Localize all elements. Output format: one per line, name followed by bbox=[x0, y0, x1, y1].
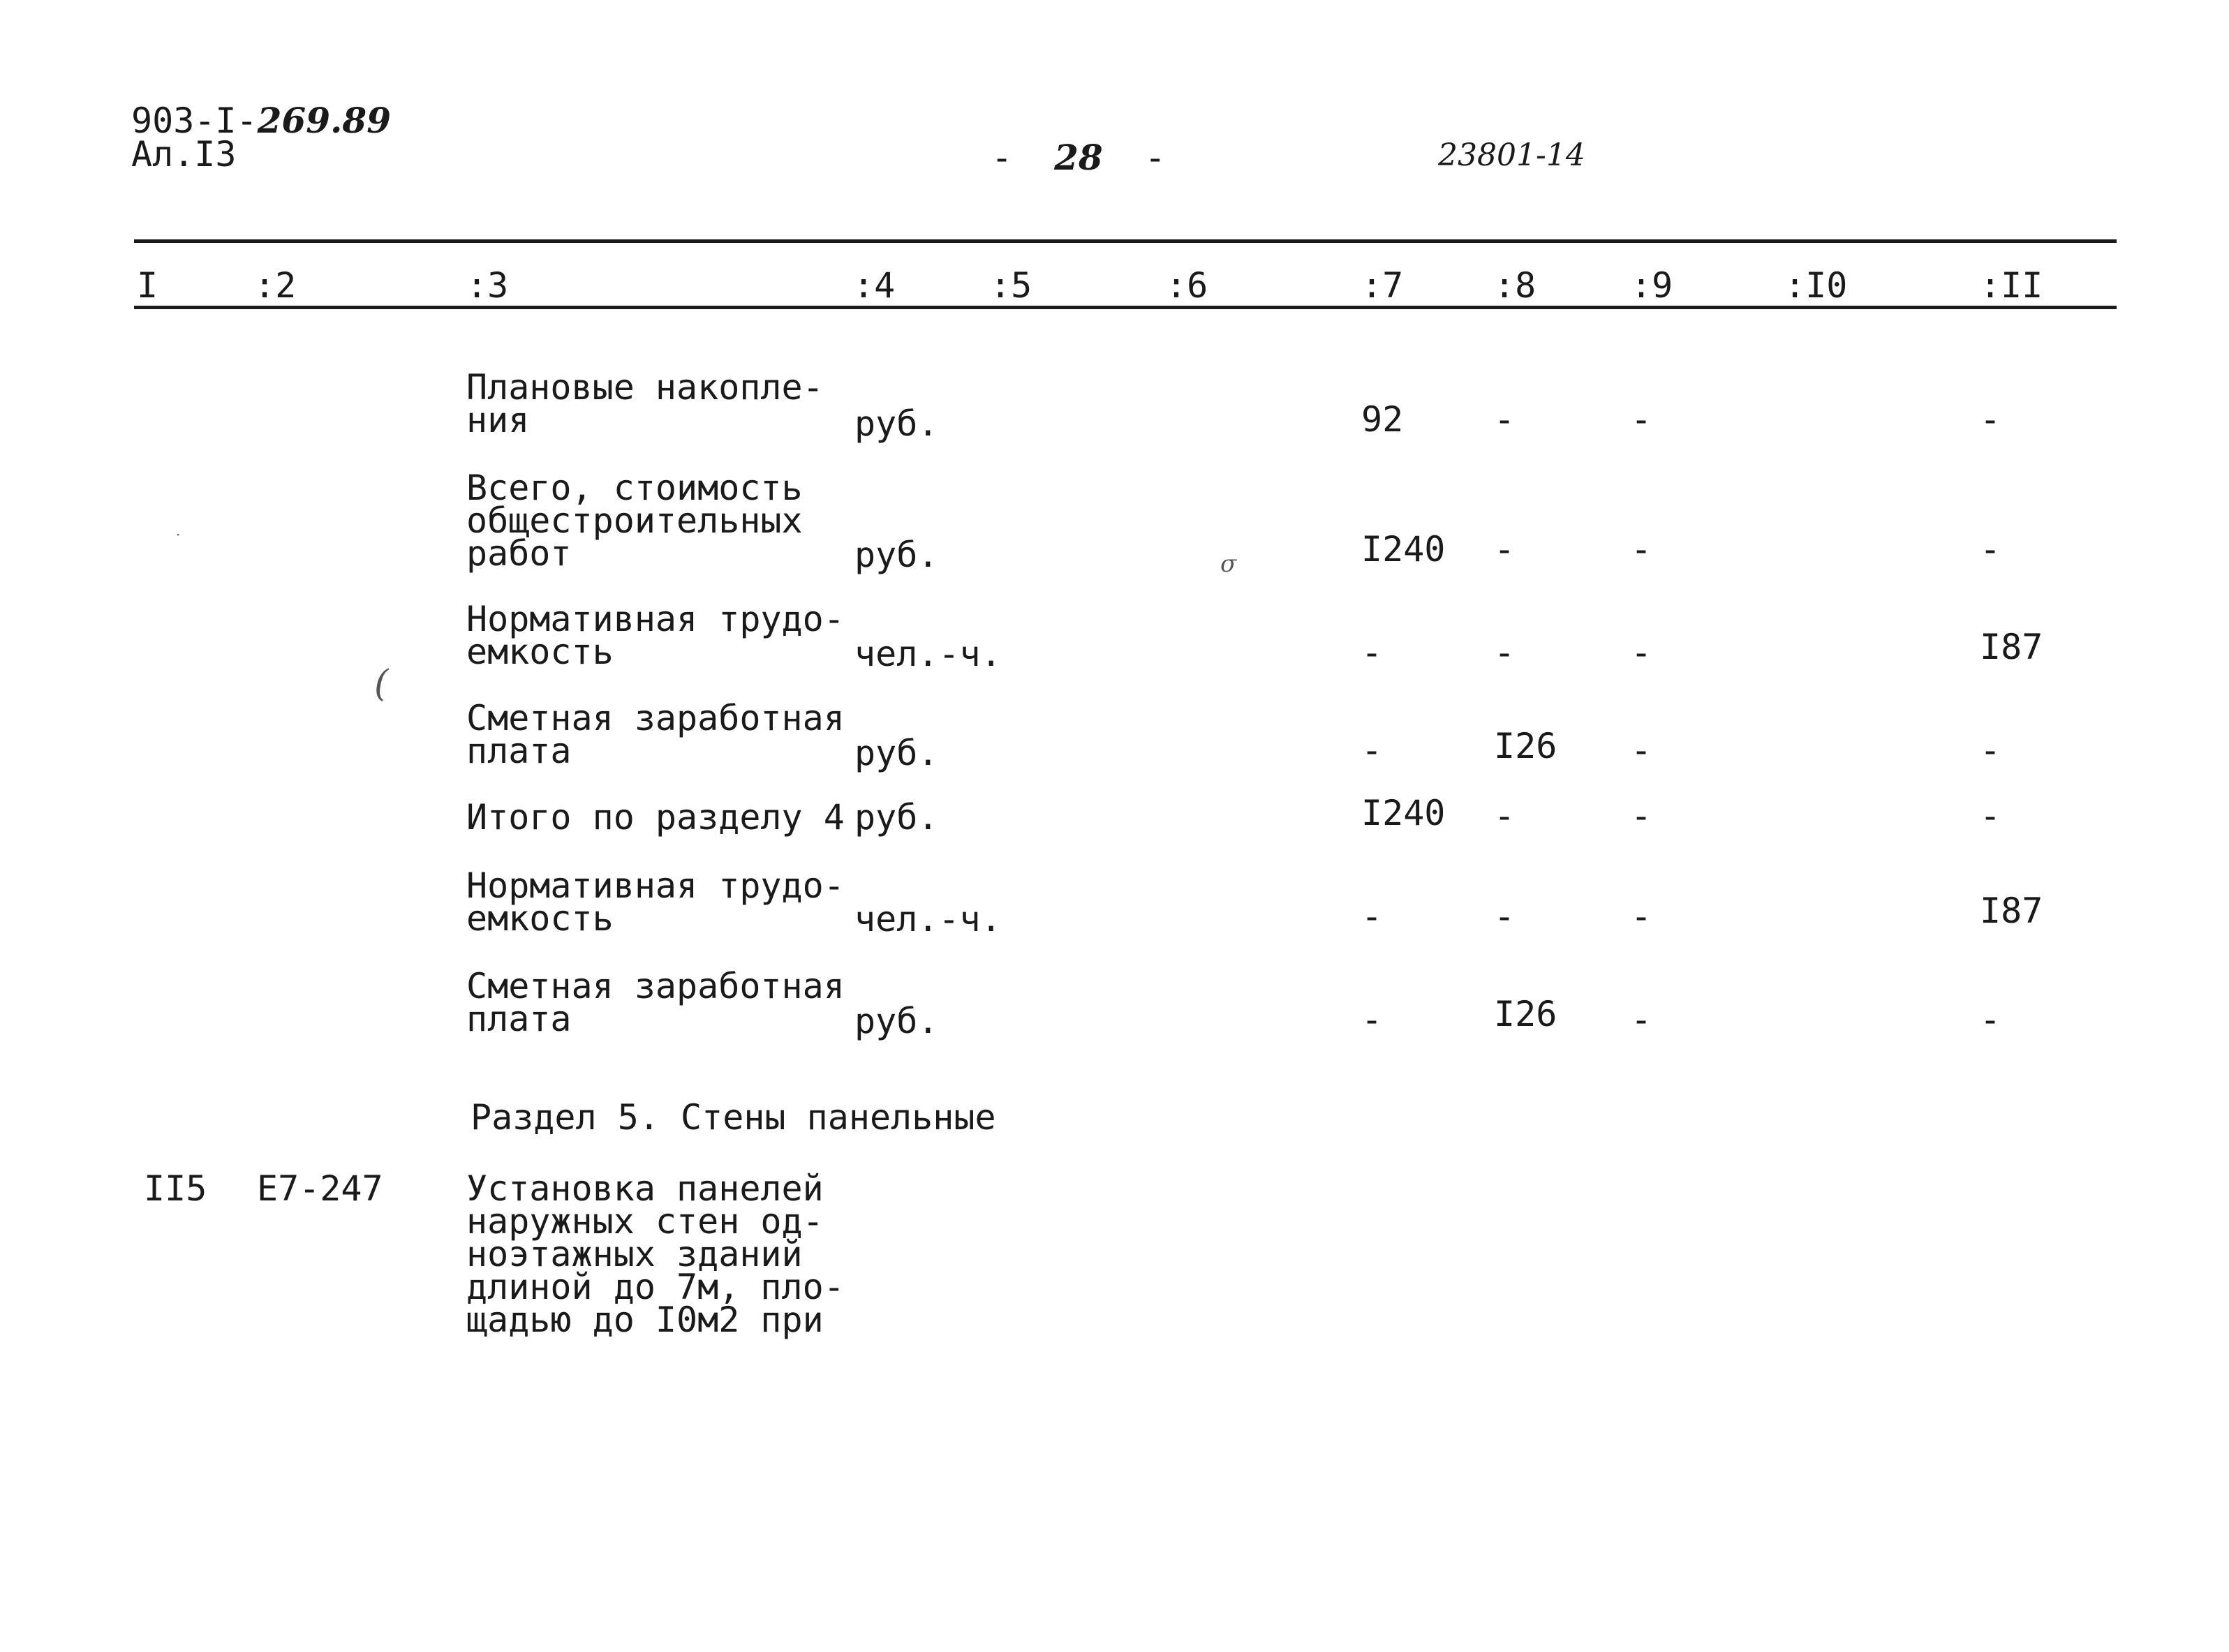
row-unit: чел.-ч. bbox=[854, 899, 1002, 939]
document-code-handwritten: 269.89 bbox=[257, 100, 391, 141]
column-header-3: :3 bbox=[466, 265, 509, 306]
scan-dot: · bbox=[176, 526, 181, 543]
column-header-9: :9 bbox=[1631, 265, 1673, 306]
scan-mark: σ bbox=[1220, 550, 1237, 578]
row-col-11: I87 bbox=[1980, 891, 2043, 931]
row-unit: руб. bbox=[854, 797, 939, 838]
row-col-11: - bbox=[1980, 399, 2001, 440]
row-name: Сметная заработная плата bbox=[466, 698, 845, 771]
row-col-8: - bbox=[1494, 632, 1516, 673]
row-name: Всего, стоимость общестроительных работ bbox=[466, 468, 803, 574]
row-col-9: - bbox=[1631, 399, 1652, 440]
row-name: Итого по разделу 4 bbox=[466, 797, 845, 838]
sheet-number: Ал.I3 bbox=[131, 134, 237, 174]
row-col-8: I26 bbox=[1494, 726, 1557, 766]
row-name: Нормативная трудо- емкость bbox=[466, 865, 845, 939]
row-name: Сметная заработная плата bbox=[466, 966, 845, 1039]
row-col-11: - bbox=[1980, 529, 2001, 570]
row-col-8: - bbox=[1494, 529, 1516, 570]
item-number: II5 bbox=[144, 1168, 207, 1209]
row-unit: руб. bbox=[854, 535, 939, 575]
row-col-7: - bbox=[1361, 632, 1383, 673]
column-header-6: :6 bbox=[1166, 265, 1208, 306]
page-number bbox=[991, 137, 1166, 179]
row-col-9: - bbox=[1631, 632, 1652, 673]
row-col-8: - bbox=[1494, 399, 1516, 440]
row-col-9: - bbox=[1631, 796, 1652, 836]
row-name: Плановые накопле- ния bbox=[466, 367, 824, 440]
row-col-9: - bbox=[1631, 529, 1652, 570]
column-header-10: :I0 bbox=[1784, 265, 1848, 306]
column-header-4: :4 bbox=[853, 265, 896, 306]
row-unit: руб. bbox=[854, 403, 939, 444]
item-code: Е7-247 bbox=[257, 1168, 383, 1209]
column-header-7: :7 bbox=[1361, 265, 1404, 306]
row-col-11: - bbox=[1980, 730, 2001, 771]
row-col-11: - bbox=[1980, 999, 2001, 1040]
page-dash-right: - bbox=[1144, 137, 1166, 178]
row-col-7: 92 bbox=[1361, 399, 1404, 440]
column-header-8: :8 bbox=[1494, 265, 1536, 306]
row-col-9: - bbox=[1631, 999, 1652, 1040]
project-number: 23801-14 bbox=[1438, 137, 1585, 173]
row-col-9: - bbox=[1631, 730, 1652, 771]
page-number-value: 28 bbox=[1054, 137, 1103, 178]
section-title: Раздел 5. Стены панельные bbox=[471, 1097, 996, 1138]
row-col-7: - bbox=[1361, 730, 1383, 771]
row-col-8: I26 bbox=[1494, 994, 1557, 1034]
row-name: Нормативная трудо- емкость bbox=[466, 599, 845, 672]
column-header-5: :5 bbox=[990, 265, 1032, 306]
row-col-11: - bbox=[1980, 796, 2001, 836]
column-header-1: I bbox=[137, 265, 158, 306]
row-col-11: I87 bbox=[1980, 627, 2043, 667]
document-code bbox=[131, 100, 391, 141]
row-col-9: - bbox=[1631, 896, 1652, 937]
item-description: Установка панелей наружных стен од- ноэтажных зданий длиной до 7м, пло- щадью до I0м2 при bbox=[466, 1168, 845, 1340]
row-col-7: I240 bbox=[1361, 529, 1446, 570]
row-unit: чел.-ч. bbox=[854, 634, 1002, 674]
row-col-7: - bbox=[1361, 999, 1383, 1040]
table-top-rule bbox=[134, 239, 2117, 243]
row-col-7: I240 bbox=[1361, 793, 1446, 833]
row-col-7: - bbox=[1361, 896, 1383, 937]
scan-mark: ( bbox=[374, 663, 389, 705]
row-col-8: - bbox=[1494, 796, 1516, 836]
column-header-11: :II bbox=[1980, 265, 2043, 306]
page-dash-left: - bbox=[991, 137, 1013, 178]
row-unit: руб. bbox=[854, 733, 939, 773]
document-code-printed: 903-I- bbox=[131, 101, 258, 141]
column-header-2: :2 bbox=[254, 265, 297, 306]
row-col-8: - bbox=[1494, 896, 1516, 937]
header-bottom-rule bbox=[134, 306, 2117, 309]
row-unit: руб. bbox=[854, 1001, 939, 1041]
